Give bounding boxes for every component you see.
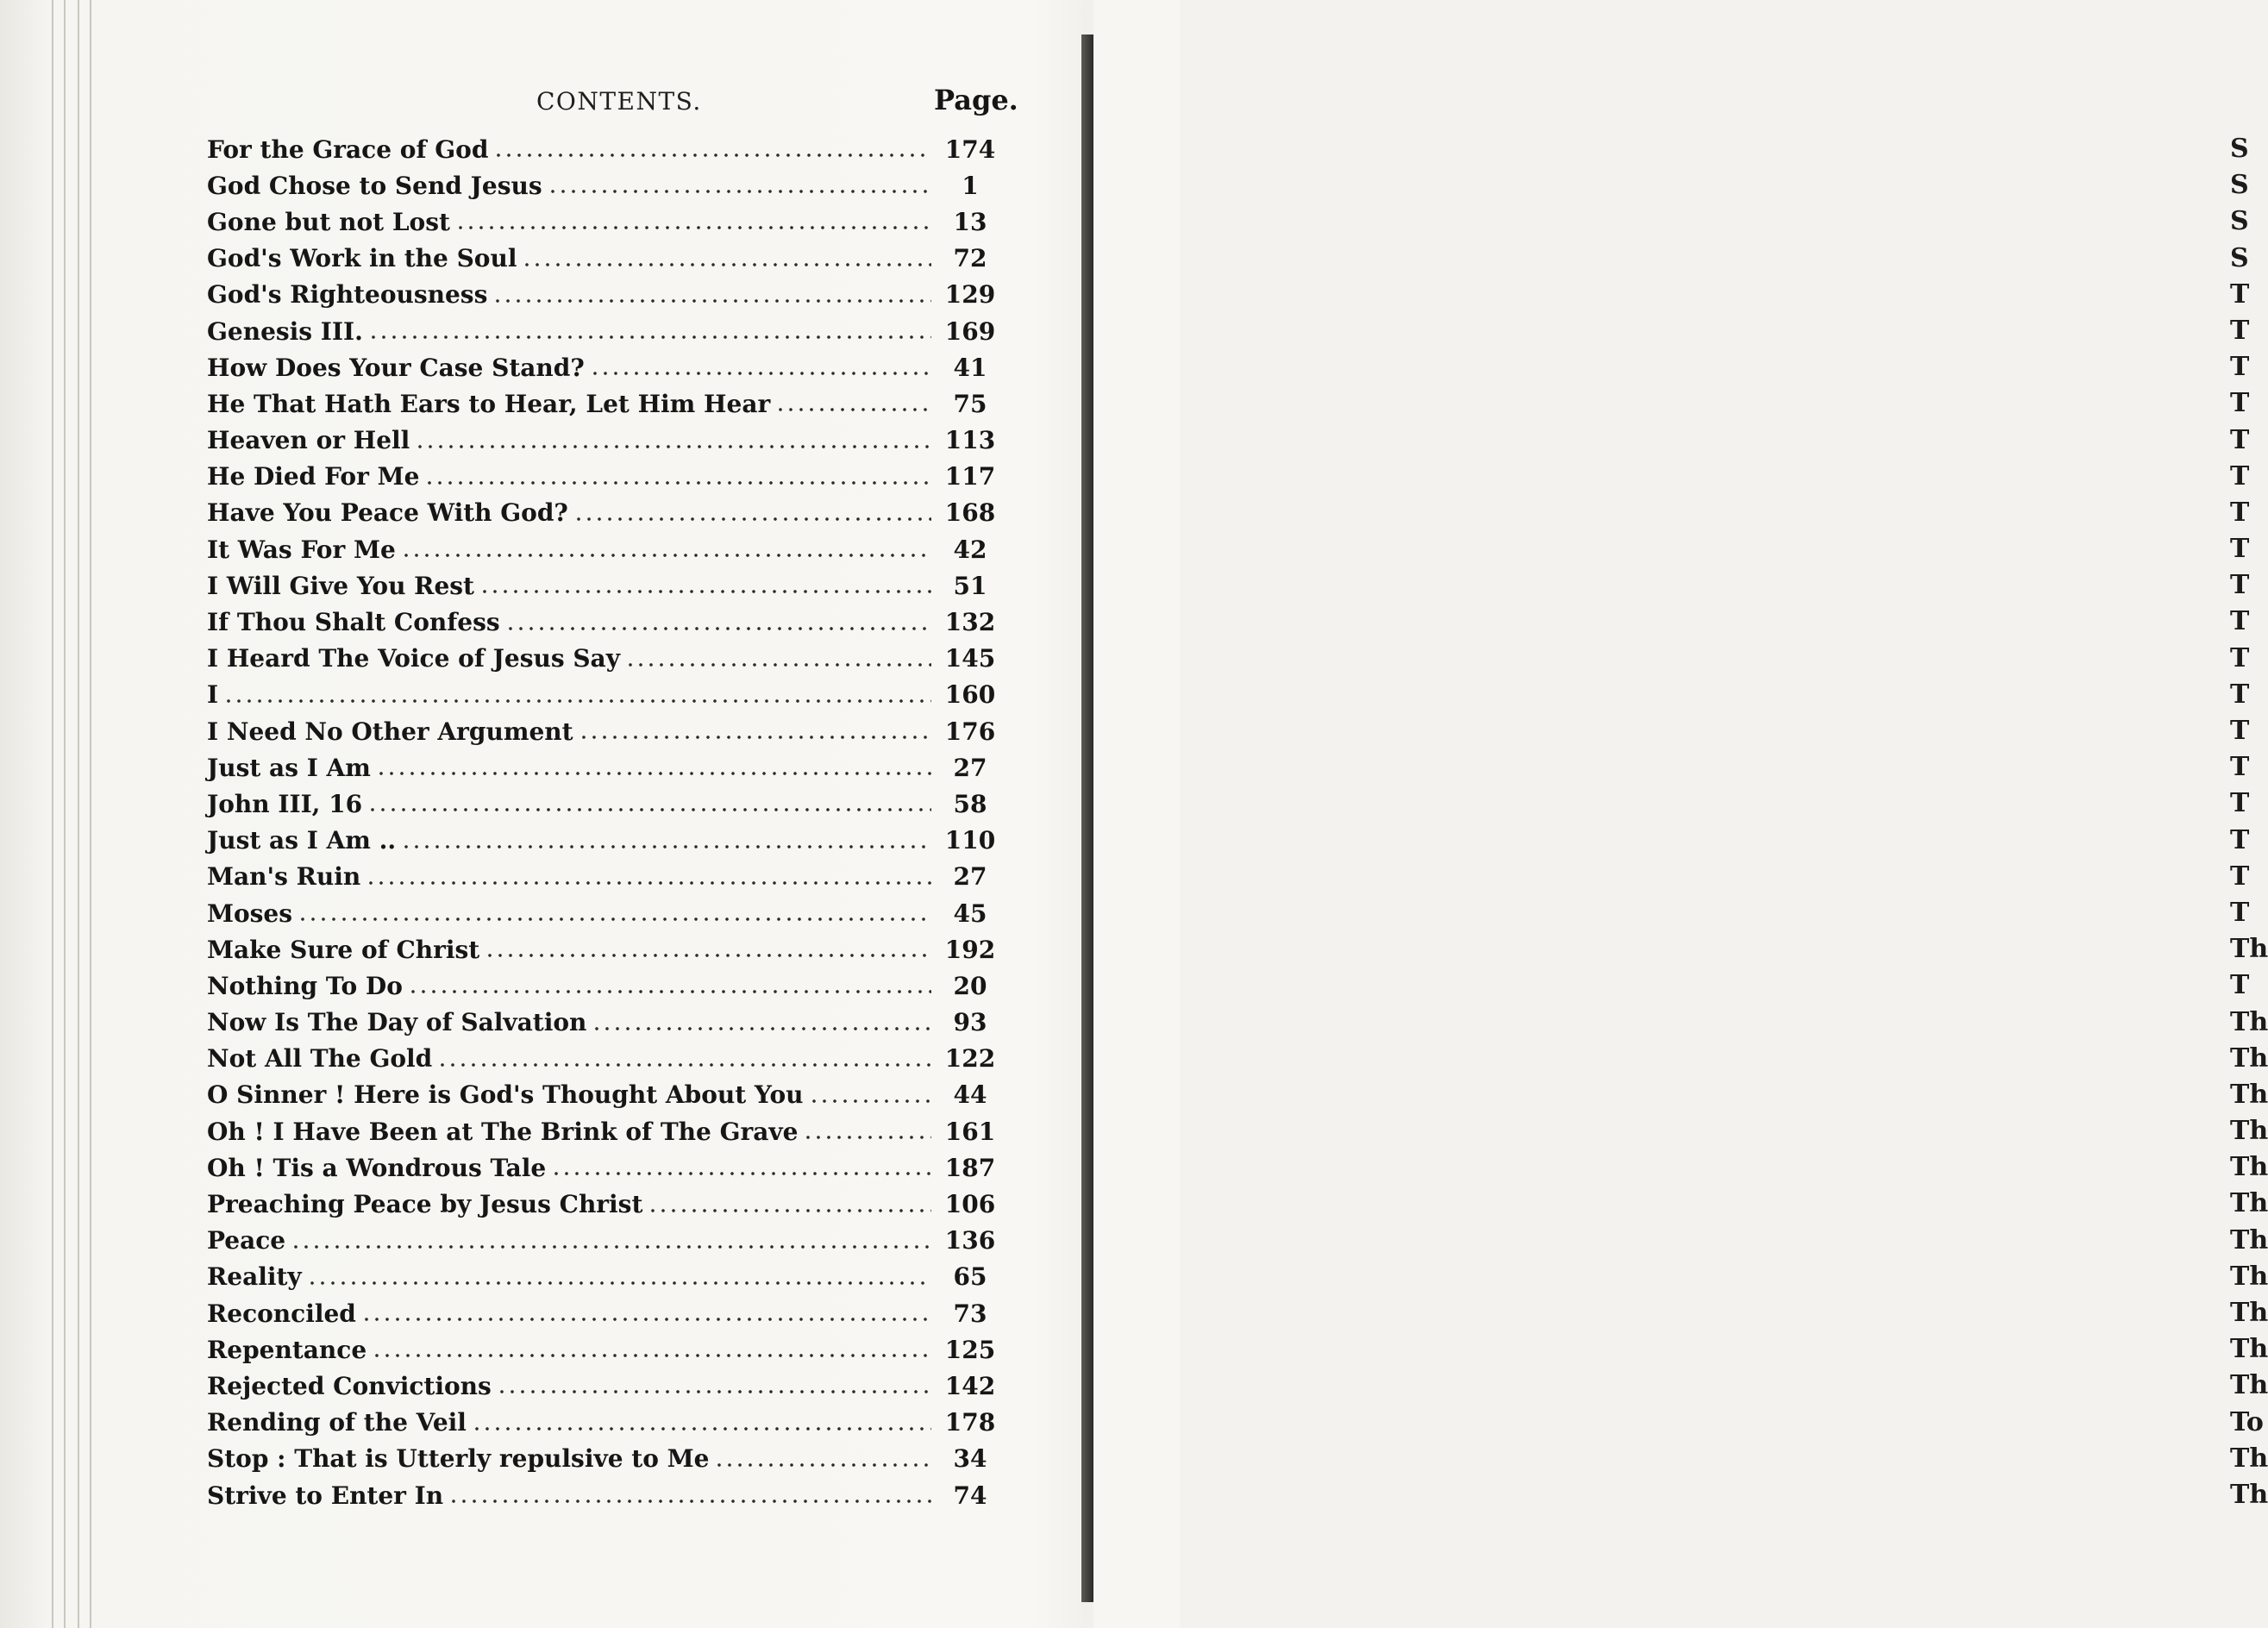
toc-entry-page: 45 [953,899,987,928]
toc-entry-title: Make Sure of Christ [207,935,480,964]
toc-entry [207,1005,1000,1041]
toc-entry-page: 20 [953,971,987,1000]
dot-leader [625,661,931,668]
facing-page-letter: T [2230,352,2250,383]
facing-page-letter: T [2230,388,2250,419]
toc-entry-title: Rejected Convictions [207,1371,492,1400]
toc-entry-page: 44 [953,1080,987,1110]
facing-page-letter: S [2230,242,2249,273]
facing-page-letter: Th [2230,1479,2268,1510]
toc-entry-title: Just as I Am [207,753,371,782]
dot-leader [493,152,931,159]
dot-leader [298,916,931,923]
toc-entry-title: Peace [207,1226,286,1255]
facing-page-letter: To [2230,1406,2264,1437]
facing-page-letter: T [2230,606,2250,637]
toc-entry [207,531,1000,567]
dot-leader [223,698,931,704]
dot-leader [448,1498,931,1505]
toc-entry-page: 192 [944,935,996,964]
toc-entry-title: He That Hath Ears to Hear, Let Him Hear [207,389,771,418]
toc-entry-title: I [207,680,219,710]
toc-entry-page: 160 [944,680,996,710]
toc-entry-page: 142 [944,1371,996,1400]
toc-entry-page: 51 [953,571,987,600]
toc-entry [207,385,1000,422]
facing-page-letter: Th [2230,1043,2268,1074]
toc-entry [207,1441,1000,1477]
facing-page [1093,0,2268,1628]
dot-leader [408,988,931,995]
toc-entry-title: Have You Peace With God? [207,498,568,528]
facing-page-letter: T [2230,279,2250,310]
dot-leader [809,1098,932,1105]
facing-page-letter: T [2230,570,2250,601]
toc-entry [207,1331,1000,1368]
toc-entry-title: I Need No Other Argument [207,717,573,746]
toc-entry [207,131,1000,167]
facing-page-letters [2230,131,2268,1513]
facing-page-letter: Th [2230,1006,2268,1037]
toc-entry [207,1259,1000,1295]
facing-page-letter: Th [2230,1261,2268,1292]
dot-leader [590,370,931,377]
toc-entry-title: God's Work in the Soul [207,244,517,273]
toc-entry-page: 168 [944,498,996,528]
toc-entry-title: Gone but not Lost [207,207,450,236]
toc-entry [207,749,1000,786]
toc-entry-page: 161 [944,1117,996,1146]
toc-entry [207,604,1000,640]
dot-leader [455,224,931,231]
page-title: CONTENTS. [536,87,702,116]
toc-entry-page: 129 [944,280,996,310]
toc-entry-title: How Does Your Case Stand? [207,353,585,382]
toc-entry-title: Preaching Peace by Jesus Christ [207,1190,643,1219]
facing-page-letter: S [2230,170,2249,201]
dot-leader [361,1316,931,1323]
toc-entry-title: God's Righteousness [207,280,488,310]
toc-entry-title: Oh ! I Have Been at The Brink of The Grave [207,1117,799,1146]
toc-entry [207,859,1000,895]
toc-entry [207,823,1000,859]
toc-entry-title: John III, 16 [207,789,363,818]
toc-entry [207,1149,1000,1186]
toc-entry [207,931,1000,967]
toc-entry [207,495,1000,531]
toc-entry-page: 178 [944,1408,996,1437]
toc-entry [207,1477,1000,1513]
facing-page-letter: S [2230,206,2249,237]
toc-entry [207,641,1000,677]
toc-entry-page: 75 [953,389,987,418]
toc-entry [207,567,1000,604]
toc-entry [207,677,1000,713]
dot-leader [479,588,931,595]
toc-entry-page: 122 [944,1044,996,1074]
toc-entry-title: Strive to Enter In [207,1481,444,1510]
facing-page-letter: T [2230,861,2250,892]
toc-entry [207,895,1000,931]
facing-page-letter: T [2230,716,2250,746]
dot-leader [492,297,931,304]
toc-entry-title: Genesis III. [207,316,363,346]
dot-leader [372,1352,931,1359]
toc-entry [207,1186,1000,1222]
facing-page-letter: Th [2230,934,2268,965]
dot-leader [485,952,931,959]
toc-entry-page: 110 [944,826,996,855]
toc-entry-page: 113 [944,426,996,455]
dot-leader [415,443,931,450]
contents-heading [0,84,1180,122]
dot-leader [401,843,931,850]
toc-entry-page: 93 [953,1008,987,1037]
facing-page-letter: T [2230,424,2250,455]
facing-page-letter: S [2230,134,2249,164]
dot-leader [307,1280,931,1287]
toc-entry-title: O Sinner ! Here is God's Thought About You [207,1080,804,1110]
toc-entry [207,349,1000,385]
facing-page-letter: T [2230,460,2250,492]
facing-page-letter: Th [2230,1334,2268,1365]
facing-page-letter: T [2230,788,2250,819]
table-of-contents [207,131,1000,1513]
dot-leader [551,1170,931,1177]
facing-page-letter: Th [2230,1370,2268,1401]
dot-leader [376,770,931,777]
toc-entry-page: 169 [944,316,996,346]
facing-page-letter: Th [2230,1116,2268,1147]
dot-leader [367,806,931,813]
toc-entry-page: 13 [953,207,987,236]
toc-entry-title: Heaven or Hell [207,426,410,455]
facing-page-letter: T [2230,970,2250,1001]
toc-entry-title: For the Grace of God [207,135,489,164]
toc-entry [207,204,1000,240]
facing-page-letter: Th [2230,1152,2268,1183]
toc-entry [207,313,1000,349]
toc-entry [207,423,1000,459]
toc-entry-title: If Thou Shalt Confess [207,608,500,637]
toc-entry [207,786,1000,822]
toc-entry-title: Repentance [207,1335,367,1364]
toc-entry-page: 132 [944,608,996,637]
dot-leader [505,625,931,632]
toc-entry-page: 73 [953,1299,987,1328]
toc-entry-title: Oh ! Tis a Wondrous Tale [207,1153,547,1182]
dot-leader [291,1243,931,1250]
dot-leader [366,880,931,886]
toc-entry [207,1368,1000,1404]
toc-entry-title: It Was For Me [207,535,396,564]
dot-leader [548,188,931,195]
toc-entry [207,1223,1000,1259]
toc-entry-page: 136 [944,1226,996,1255]
dot-leader [424,479,931,486]
toc-entry [207,1295,1000,1331]
facing-page-letter: Th [2230,1079,2268,1110]
facing-page-letter: T [2230,752,2250,783]
page-edge-shadow [1081,34,1093,1602]
facing-page-letter: Th [2230,1224,2268,1255]
toc-entry-page: 42 [953,535,987,564]
dot-leader [368,334,931,341]
dot-leader [472,1425,931,1432]
toc-entry-page: 1 [962,171,979,200]
page-column-label: Page. [934,84,1018,116]
facing-page-letter: T [2230,642,2250,673]
toc-entry-title: Man's Ruin [207,862,361,892]
toc-entry-title: I Will Give You Rest [207,571,474,600]
toc-entry-title: Reconciled [207,1299,356,1328]
toc-entry-page: 117 [944,462,996,492]
toc-entry [207,1405,1000,1441]
facing-page-letter: Th [2230,1298,2268,1328]
toc-entry-title: Just as I Am .. [207,826,397,855]
toc-entry-page: 58 [953,789,987,818]
toc-entry [207,241,1000,277]
facing-page-letter: T [2230,679,2250,710]
toc-entry-title: He Died For Me [207,462,420,492]
dot-leader [648,1207,931,1214]
toc-entry [207,1041,1000,1077]
toc-entry-page: 34 [953,1444,987,1474]
toc-entry [207,459,1000,495]
facing-page-letter: Th [2230,1188,2268,1219]
facing-page-letter: T [2230,897,2250,928]
dot-leader [579,734,931,741]
toc-entry-title: God Chose to Send Jesus [207,171,542,200]
facing-page-letter: T [2230,534,2250,565]
facing-page-letter: T [2230,497,2250,528]
dot-leader [522,261,931,268]
dot-leader [573,516,931,523]
toc-entry-page: 27 [953,862,987,892]
toc-entry [207,1113,1000,1149]
toc-entry-page: 106 [944,1190,996,1219]
toc-entry-title: Now Is The Day of Salvation [207,1008,587,1037]
toc-entry [207,1077,1000,1113]
toc-entry [207,277,1000,313]
toc-entry-page: 176 [944,717,996,746]
toc-entry [207,167,1000,204]
toc-entry-page: 27 [953,753,987,782]
toc-entry-page: 174 [944,135,996,164]
facing-page-letter: T [2230,824,2250,855]
toc-entry-title: Moses [207,899,293,928]
dot-leader [592,1025,931,1032]
toc-entry-title: Rending of the Veil [207,1408,467,1437]
dot-leader [401,552,931,559]
toc-entry-page: 72 [953,244,987,273]
toc-entry-page: 74 [953,1481,987,1510]
dot-leader [497,1388,931,1395]
toc-entry-page: 41 [953,353,987,382]
toc-entry-page: 65 [953,1262,987,1292]
dot-leader [437,1061,931,1068]
toc-entry [207,713,1000,749]
toc-entry-title: Not All The Gold [207,1044,433,1074]
toc-entry-page: 187 [944,1153,996,1182]
toc-entry-title: Reality [207,1262,302,1292]
toc-entry [207,967,1000,1004]
toc-entry-title: Nothing To Do [207,971,403,1000]
dot-leader [714,1462,931,1468]
dot-leader [775,406,931,413]
facing-page-letter: Th [2230,1443,2268,1474]
toc-entry-title: Stop : That is Utterly repulsive to Me [207,1444,710,1474]
facing-page-letter: T [2230,315,2250,346]
toc-entry-page: 145 [944,644,996,673]
toc-entry-title: I Heard The Voice of Jesus Say [207,644,620,673]
toc-entry-page: 125 [944,1335,996,1364]
binding-edge [52,0,95,1628]
dot-leader [803,1134,931,1141]
